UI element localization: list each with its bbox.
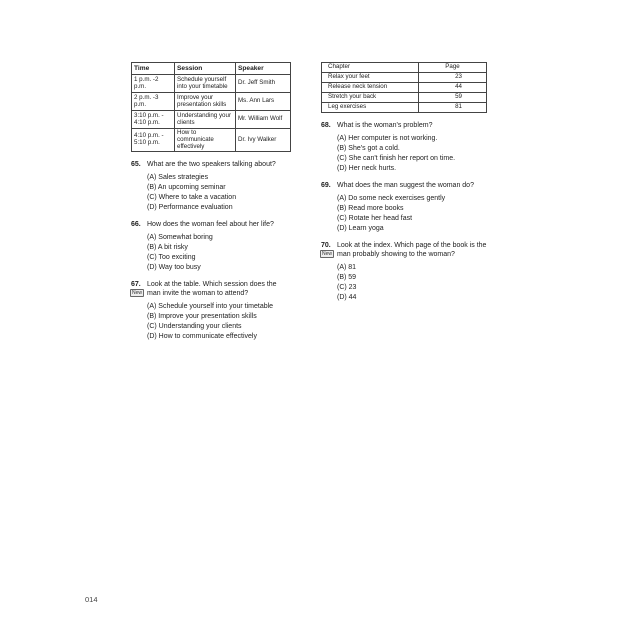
index-page-cell: 81 [419,103,487,113]
answer-option[interactable]: (D) Her neck hurts. [337,165,397,172]
answer-option[interactable]: (B) Read more books [337,205,404,212]
question-stem [321,181,493,190]
question-stem [131,160,291,169]
left-column [131,62,291,342]
question-text: What is the woman's problem? [337,122,433,129]
question-number: 69. [321,182,331,189]
page-number: 014 [85,595,98,604]
table-row [322,73,487,83]
answer-option[interactable]: (D) 44 [337,294,357,301]
answer-option[interactable]: (C) Rotate her head fast [337,215,413,222]
answer-option[interactable]: (A) 81 [337,264,357,271]
schedule-speaker-cell: Mr. William Wolf [236,111,291,129]
schedule-session-cell: Improve your presentation skills [175,93,236,111]
table-row [322,83,487,93]
answer-options [131,302,291,342]
schedule-time-cell: 2 p.m. -3 p.m. [132,93,175,111]
answer-option[interactable]: (A) Schedule yourself into your timetable [147,303,274,311]
new-badge: New [132,290,143,297]
index-table [321,62,487,113]
question-number: 68. [321,122,331,129]
question-69 [321,181,493,234]
schedule-session-cell: Understanding your clients [175,111,236,129]
answer-option[interactable]: (B) A bit risky [147,244,188,252]
answer-option[interactable]: (D) Way too busy [147,264,201,272]
right-column [321,62,493,303]
schedule-time-cell: 1 p.m. -2 p.m. [132,75,175,93]
answer-options [131,233,291,273]
index-page-cell: 44 [419,83,487,93]
question-stem [321,121,493,130]
schedule-table-header-row [132,63,291,75]
table-row [132,93,291,111]
schedule-session-cell: How to communicate effectively [175,129,236,152]
answer-option[interactable]: (D) Performance evaluation [147,204,233,212]
answer-option[interactable]: (A) Sales strategies [147,174,209,182]
index-chapter-cell: Relax your feet [322,73,419,83]
answer-option[interactable]: (D) How to communicate effectively [147,333,257,341]
question-text: How does the woman feel about her life? [147,221,274,229]
schedule-session-cell: Schedule yourself into your timetable [175,75,236,93]
table-row [132,129,291,152]
schedule-speaker-cell: Dr. Jeff Smith [236,75,291,93]
answer-option[interactable]: (A) Do some neck exercises gently [337,195,446,202]
question-text: What are the two speakers talking about? [147,161,276,169]
answer-option[interactable]: (B) She's got a cold. [337,145,400,152]
schedule-speaker-cell: Ms. Ann Lars [236,93,291,111]
question-text: Look at the table. Which session does the man invite the woman to attend? [147,281,277,298]
index-header-page: Page [419,63,487,73]
question-65 [131,160,291,213]
schedule-time-cell: 4:10 p.m. - 5:10 p.m. [132,129,175,152]
schedule-table [131,62,291,152]
schedule-time-cell: 3:10 p.m. - 4:10 p.m. [132,111,175,129]
question-68 [321,121,493,174]
table-row [132,75,291,93]
answer-option[interactable]: (B) Improve your presentation skills [147,313,257,321]
answer-option[interactable]: (C) She can't finish her report on time. [337,155,456,162]
question-number: 67. [131,281,141,289]
answer-options [321,134,493,174]
index-page-cell: 59 [419,93,487,103]
answer-options [321,263,493,303]
question-67 [131,280,291,342]
question-stem [131,220,291,229]
index-chapter-cell: Leg exercises [322,103,419,113]
answer-option[interactable]: (B) 59 [337,274,357,281]
answer-options [131,173,291,213]
schedule-header-session: Session [175,63,236,75]
question-70 [321,241,493,303]
table-row [322,103,487,113]
answer-option[interactable]: (A) Somewhat boring [147,234,213,242]
new-badge: New [322,251,333,257]
answer-option[interactable]: (C) 23 [337,284,357,291]
answer-option[interactable]: (A) Her computer is not working. [337,135,438,142]
answer-option[interactable]: (C) Too exciting [147,254,196,262]
question-66 [131,220,291,273]
index-page-cell: 23 [419,73,487,83]
schedule-speaker-cell: Dr. Ivy Walker [236,129,291,152]
question-text: What does the man suggest the woman do? [337,182,474,189]
answer-option[interactable]: (D) Learn yoga [337,225,384,232]
question-stem [131,280,291,298]
schedule-header-time: Time [132,63,175,75]
question-number: 65. [131,161,141,169]
answer-options [321,194,493,234]
question-stem [321,241,493,259]
question-text: Look at the index. Which page of the book is the man probably showing to the woman? [337,242,487,258]
question-number: 70. [321,242,331,249]
index-chapter-cell: Release neck tension [322,83,419,93]
answer-option[interactable]: (B) An upcoming seminar [147,184,226,192]
schedule-header-speaker: Speaker [236,63,291,75]
table-row [322,93,487,103]
index-chapter-cell: Stretch your back [322,93,419,103]
answer-option[interactable]: (C) Understanding your clients [147,323,242,331]
table-row [132,111,291,129]
question-number: 66. [131,221,141,229]
index-header-chapter: Chapter [322,63,419,73]
index-table-header-row [322,63,487,73]
answer-option[interactable]: (C) Where to take a vacation [147,194,237,202]
